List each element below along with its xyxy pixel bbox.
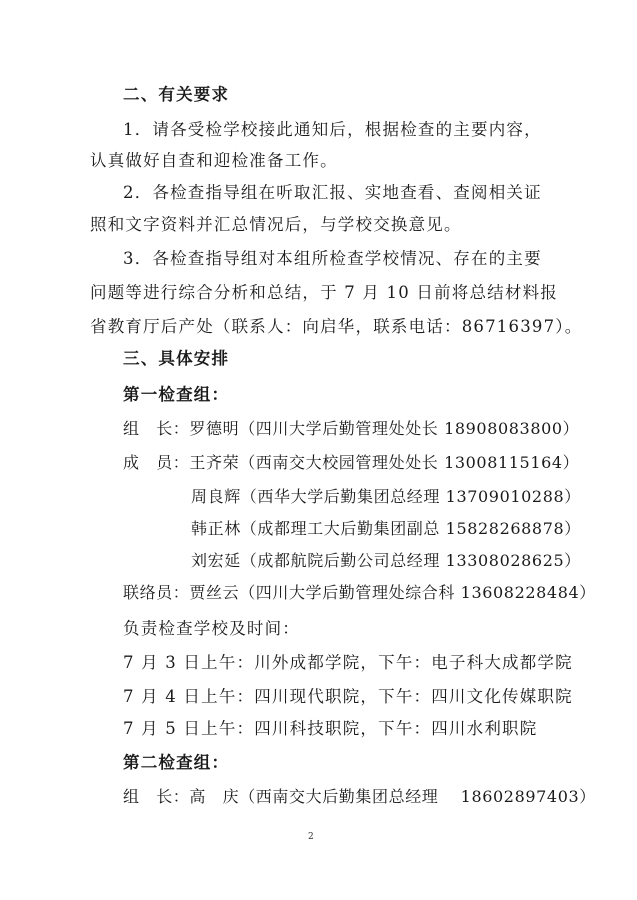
page-number: 2: [308, 832, 314, 842]
requirement-item-3-line-3: 省教育厅后产处（联系人：向启华，联系电话：86716397）。: [90, 317, 583, 336]
group1-title: 第一检查组：: [123, 385, 230, 404]
requirement-item-1-line-1: 1．请各受检学校接此通知后，根据检查的主要内容，: [123, 120, 542, 139]
group1-schedule-day-2: 7 月 4 日上午：四川现代职院，下午：四川文化传媒职院: [123, 687, 573, 706]
requirement-item-3-line-1: 3．各检查指导组对本组所检查学校情况、存在的主要: [123, 249, 542, 268]
group1-member-3: 韩正林（成都理工大后勤集团副总 15828268878）: [191, 519, 581, 538]
group1-member-4: 刘宏延（成都航院后勤公司总经理 13308028625）: [191, 551, 581, 570]
group1-schedule-day-3: 7 月 5 日上午：四川科技职院，下午：四川水利职院: [123, 719, 538, 738]
requirement-item-2-line-2: 照和文字资料并汇总情况后，与学校交换意见。: [90, 215, 462, 234]
group1-leader: 组 长：罗德明（四川大学后勤管理处处长 18908083800）: [123, 419, 580, 438]
requirement-item-2-line-1: 2．各检查指导组在听取汇报、实地查看、查阅相关证: [123, 183, 542, 202]
section-heading-arrangement: 三、具体安排: [123, 349, 230, 368]
group2-leader: 组 长：高 庆（西南交大后勤集团总经理 18602897403）: [123, 787, 596, 806]
group1-member-2: 周良辉（西华大学后勤集团总经理 13709010288）: [191, 487, 581, 506]
group1-liaison: 联络员：贾丝云（四川大学后勤管理处综合科 13608228484）: [123, 583, 596, 602]
group1-schedule-day-1: 7 月 3 日上午：川外成都学院，下午：电子科大成都学院: [123, 653, 573, 672]
requirement-item-3-line-2: 问题等进行综合分析和总结，于 7 月 10 日前将总结材料报: [90, 283, 558, 302]
group1-schedule-title: 负责检查学校及时间：: [123, 619, 300, 638]
group2-title: 第二检查组：: [123, 753, 230, 772]
section-heading-requirements: 二、有关要求: [123, 85, 230, 104]
group1-member-1: 成 员：王齐荣（西南交大校园管理处处长 13008115164）: [123, 453, 580, 472]
requirement-item-1-line-2: 认真做好自查和迎检准备工作。: [90, 151, 338, 170]
